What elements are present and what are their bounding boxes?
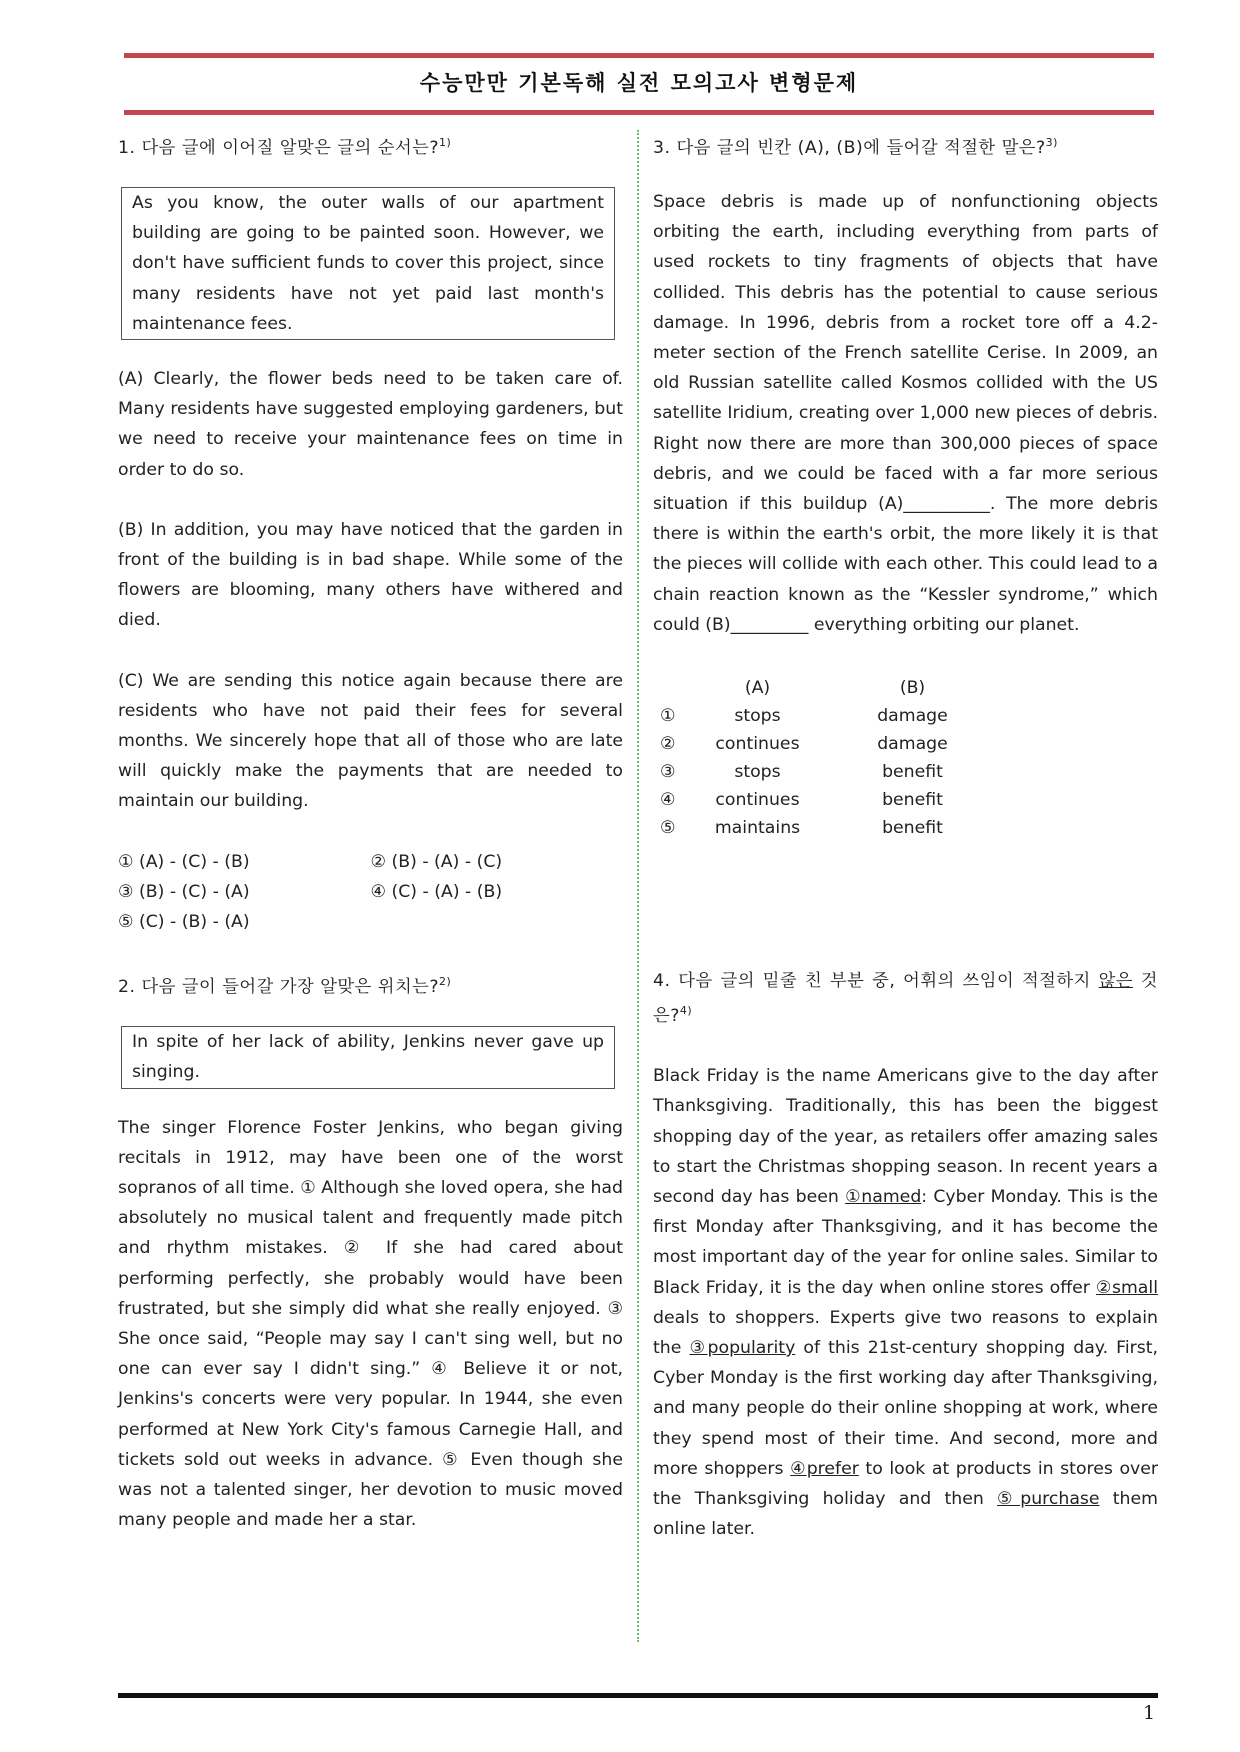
q1-option-2: ② (B) - (A) - (C) bbox=[370, 851, 503, 872]
q2-given-box bbox=[121, 1026, 615, 1088]
q2-label: 2. 다음 글이 들어갈 가장 알맞은 위치는?$^{2)}$ bbox=[118, 975, 452, 997]
q1-para-c: (C) We are sending this notice again because there are residents who have not paid their fees for several months. We sincerely hope that all of those who are late will quickly make the payments that are needed to maintain our building. bbox=[118, 670, 623, 812]
q3-header-b: (B) bbox=[899, 678, 926, 699]
title-bottom-rule bbox=[124, 110, 1154, 115]
q3-options-header bbox=[653, 674, 1158, 702]
q4-underlined-4: ④prefer bbox=[790, 1458, 859, 1479]
q3-blank-b: _________ bbox=[730, 614, 809, 635]
q1-option-5: ⑤ (C) - (B) - (A) bbox=[118, 912, 250, 933]
q1-option-1: ① (A) - (C) - (B) bbox=[118, 851, 250, 872]
q4-underlined-1: ①named bbox=[845, 1187, 922, 1207]
q4-underlined-3: ③popularity bbox=[689, 1338, 796, 1359]
q3-blank-a: __________ bbox=[903, 494, 990, 514]
q4-underlined-5: ⑤purchase bbox=[997, 1489, 1100, 1510]
footer-rule bbox=[118, 1693, 1158, 1698]
page-number: 1 bbox=[1143, 1702, 1156, 1724]
q3-options-table bbox=[653, 674, 1158, 842]
q3-option-row: ① stops damage bbox=[660, 706, 948, 727]
q3-option-row: ③ stops benefit bbox=[660, 762, 943, 783]
q1-given-text: As you know, the outer walls of our apartment building are going to be painted soon. However, we don't have sufficient funds to cover this project, since many residents have not yet paid last month's maintenance fees. bbox=[132, 192, 604, 334]
q1-option-3: ③ (B) - (C) - (A) bbox=[118, 881, 250, 902]
q2-passage: The singer Florence Foster Jenkins, who began giving recitals in 1912, may have been one of the worst sopranos of all time. ① Although she loved opera, she had absolutely no musical talent and frequently made pitch and rhythm mistakes. ② If she had cared about performing perfectly, she probably would have been frustrated, but she simply did what she really enjoyed. ③ She once said, “People may say I can't sing well, but no one can ever say I didn't sing.” ④ Believe it or not, Jenkins's concerts were very popular. In 1944, she even performed at New York City's famous Carnegie Hall, and tickets sold out weeks in advance. ⑤ Even though she was not a talented singer, her devotion to music moved many people and made her a star. bbox=[118, 1117, 623, 1531]
q2-given-text: In spite of her lack of ability, Jenkins never gave up singing. bbox=[132, 1032, 604, 1083]
q3-option-row: ④ continues benefit bbox=[660, 790, 943, 811]
left-column bbox=[118, 128, 623, 1535]
q4-passage: Black Friday is the name Americans give to the day after Thanksgiving. Traditionally, this has been the biggest shopping day of the year, as retailers offer amazing sales to start the Christmas shopping season. In recent years a second day has been ①named: Cyber Monday. This is the first Monday after Thanksgiving, and it has become the most important day of the year for online sales. Similar to Black Friday, it is the day when online stores offer ②small deals to shoppers. Experts give two reasons to explain the ③popularity of this 21st-century shopping day. First, Cyber Monday is the first working day after Thanksgiving, and many people do their online shopping at work, where they spend most of their time. And second, more and more shoppers ④prefer to look at products in stores over the Thanksgiving holiday and then ⑤purchase them online later. bbox=[653, 1066, 1159, 1540]
q4-label: 4. 다음 글의 밑줄 친 부분 중, 어휘의 쓰임이 적절하지 않은 것은?$^{4)}$ bbox=[653, 971, 1159, 1026]
q1-label: 1. 다음 글에 이어질 알맞은 글의 순서는?$^{1)}$ bbox=[118, 136, 452, 158]
page-title: 수능만만 기본독해 실전 모의고사 변형문제 bbox=[419, 71, 859, 95]
q3-option-row: ② continues damage bbox=[660, 734, 948, 755]
q1-options-row bbox=[118, 877, 623, 907]
title-top-rule bbox=[124, 53, 1154, 58]
q4-underlined-2: ②small bbox=[1095, 1277, 1158, 1298]
q3-passage: Space debris is made up of nonfunctioning objects orbiting the earth, including everything from parts of used rockets to tiny fragments of objects that have collided. This debris has the potential to cause serious damage. In 1996, debris from a rocket tore off a 4.2-meter section of the French satellite Cerise. In 2009, an old Russian satellite called Kosmos collided with the US satellite Iridium, creating over 1,000 new pieces of debris. Right now there are more than 300,000 pieces of space debris, and we could be faced with a far more serious situation if this buildup (A)__________. The more debris there is within the earth's orbit, the more likely it is that the pieces will collide with each other. This could lead to a chain reaction known as the “Kessler syndrome,” which could (B)_________ everything orbiting our planet. bbox=[653, 191, 1158, 635]
column-divider bbox=[637, 130, 639, 1642]
q1-options-row bbox=[118, 907, 623, 937]
q1-given-box bbox=[121, 187, 615, 340]
q3-label: 3. 다음 글의 빈칸 (A), (B)에 들어갈 적절한 말은?$^{3)}$ bbox=[653, 136, 1058, 158]
q1-para-a: (A) Clearly, the flower beds need to be taken care of. Many residents have suggested employing gardeners, but we need to receive your maintenance fees on time in order to do so. bbox=[118, 368, 623, 480]
q1-option-4: ④ (C) - (A) - (B) bbox=[370, 881, 503, 902]
q1-options-row bbox=[118, 847, 623, 877]
right-column bbox=[653, 128, 1158, 1544]
q1-para-b: (B) In addition, you may have noticed that the garden in front of the building is in bad shape. While some of the flowers are blooming, many others have withered and died. bbox=[118, 519, 623, 631]
q3-option-row: ⑤ maintains benefit bbox=[660, 818, 943, 839]
q3-header-a: (A) bbox=[744, 678, 771, 699]
